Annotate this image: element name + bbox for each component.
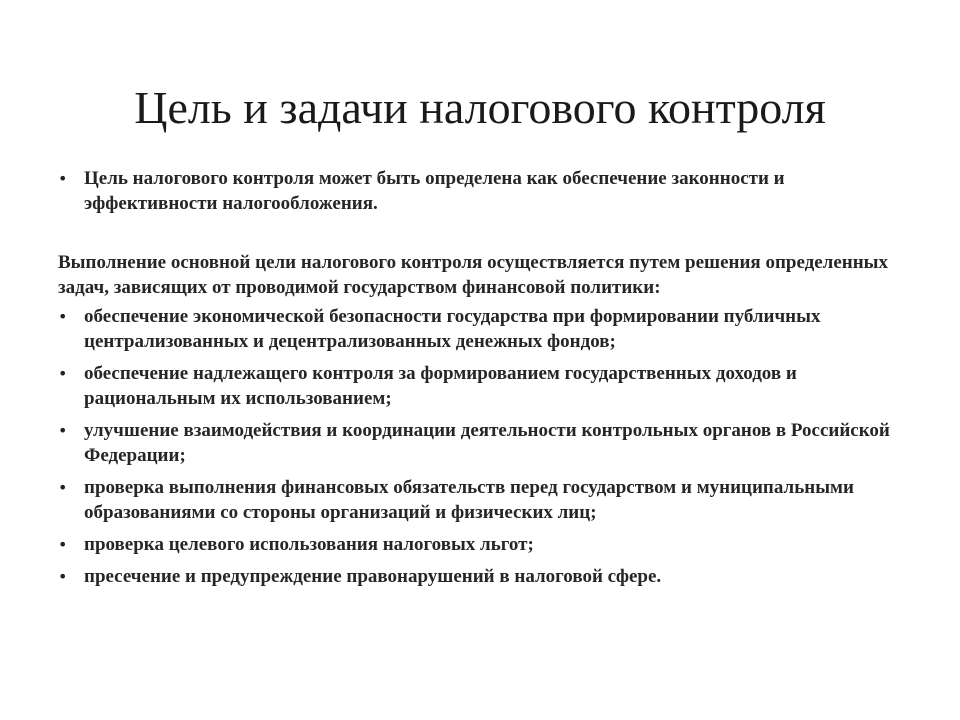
list-item [58,475,908,525]
bullet-icon: • [58,307,68,326]
slide-body [58,166,908,589]
bullet-icon: • [58,478,68,497]
bullet-icon: • [58,169,68,188]
bullet-icon: • [58,535,68,554]
intro-bullet-item [58,166,908,216]
tasks-list [58,304,908,589]
list-item [58,304,908,354]
list-item [58,564,908,589]
bullet-icon: • [58,364,68,383]
task-text: обеспечение надлежащего контроля за формированием государственных доходов и рациональным их использованием; [84,363,797,409]
task-text: пресечение и предупреждение правонарушений в налоговой сфере. [84,566,662,587]
task-text: проверка выполнения финансовых обязательств перед государством и муниципальными образованиями со стороны организаций и физических лиц; [84,477,854,523]
intro-bullet-text: Цель налогового контроля может быть определена как обеспечение законности и эффективности налогообложения. [84,168,785,214]
list-item [58,418,908,468]
bullet-icon: • [58,421,68,440]
task-text: улучшение взаимодействия и координации деятельности контрольных органов в Российской Федерации; [84,420,890,466]
list-item [58,532,908,557]
slide-title: Цель и задачи налогового контроля [134,82,826,133]
bullet-icon: • [58,567,68,586]
tasks-intro-paragraph: Выполнение основной цели налогового контроля осуществляется путем решения определенных задач, зависящих от проводимой государством финансовой политики: [58,252,889,298]
task-text: обеспечение экономической безопасности государства при формировании публичных централизованных и децентрализованных денежных фондов; [84,306,821,352]
task-text: проверка целевого использования налоговых льгот; [84,534,534,555]
list-item [58,361,908,411]
